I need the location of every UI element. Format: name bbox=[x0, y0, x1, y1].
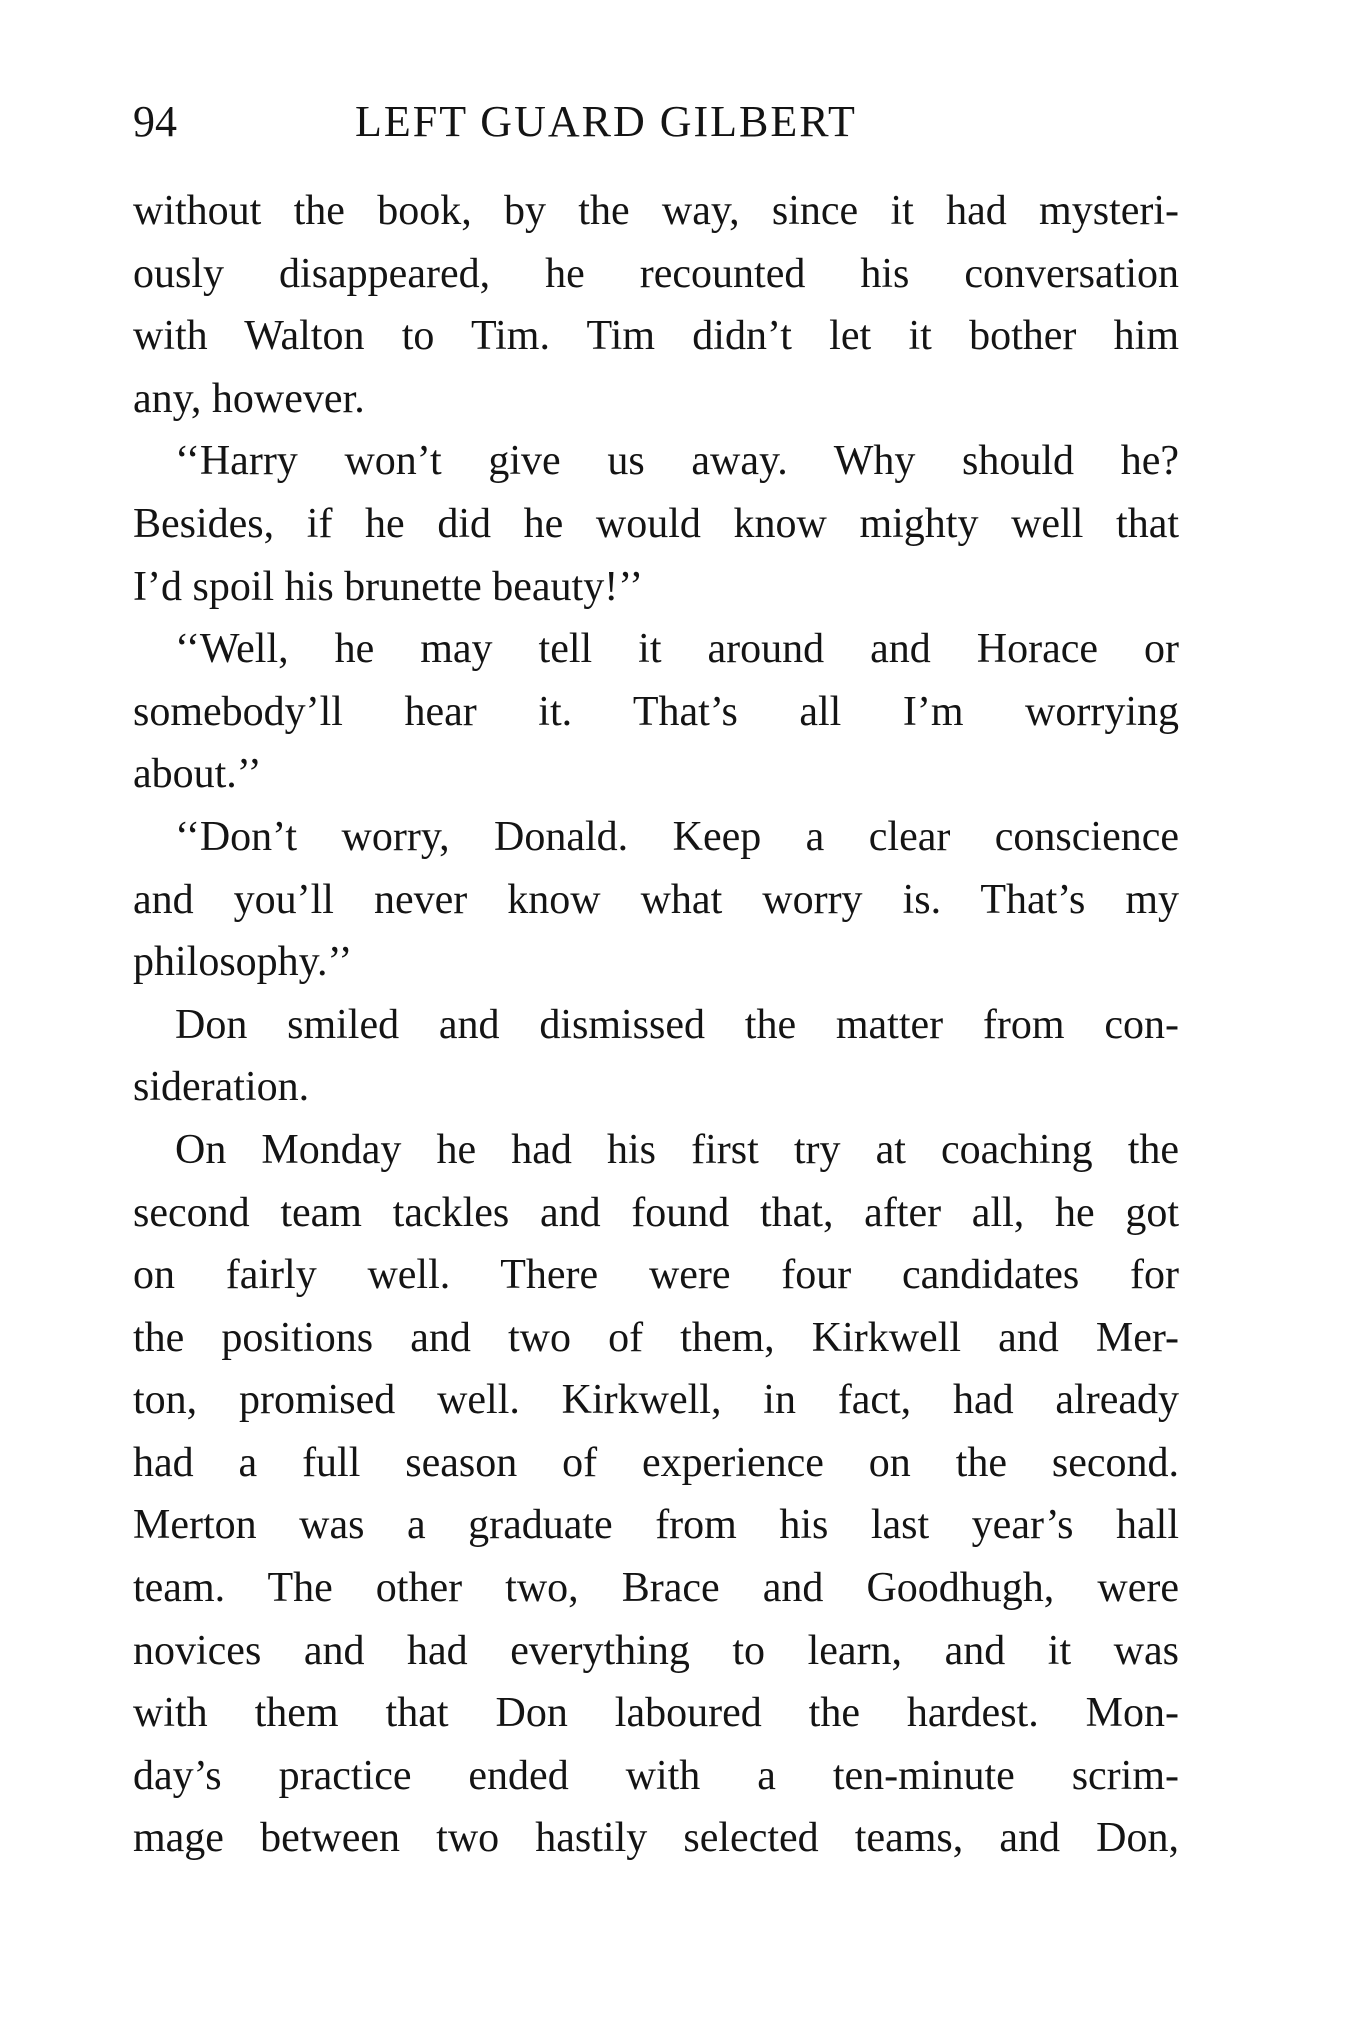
text-line: the positions and two of them, Kirkwell and Mer- bbox=[133, 1314, 1179, 1361]
text-line: any, however. bbox=[133, 375, 365, 422]
text-line: somebody’ll hear it. That’s all I’m worrying bbox=[133, 688, 1179, 735]
body-text bbox=[133, 180, 1179, 1870]
text-line: ‘‘Well, he may tell it around and Horace or bbox=[175, 626, 1179, 673]
text-line: on fairly well. There were four candidates for bbox=[133, 1252, 1179, 1299]
text-line: Besides, if he did he would know mighty well that bbox=[133, 500, 1179, 547]
text-line: and you’ll never know what worry is. That’s my bbox=[133, 876, 1179, 923]
text-line: On Monday he had his first try at coaching the bbox=[175, 1126, 1179, 1173]
running-title: LEFT GUARD GILBERT bbox=[355, 97, 857, 146]
text-line: ‘‘Harry won’t give us away. Why should he? bbox=[175, 438, 1179, 485]
text-line: ously disappeared, he recounted his conversation bbox=[133, 250, 1179, 297]
text-line: mage between two hastily selected teams, and Don, bbox=[133, 1815, 1179, 1862]
text-line: about.’’ bbox=[133, 751, 262, 798]
text-line: Merton was a graduate from his last year’s hall bbox=[133, 1502, 1179, 1549]
text-line: with Walton to Tim. Tim didn’t let it bother him bbox=[133, 313, 1179, 360]
text-line: with them that Don laboured the hardest. Mon- bbox=[133, 1690, 1179, 1737]
text-line: without the book, by the way, since it had mysteri- bbox=[133, 188, 1179, 234]
text-line: team. The other two, Brace and Goodhugh, were bbox=[133, 1565, 1179, 1612]
text-line: Don smiled and dismissed the matter from con- bbox=[175, 1001, 1179, 1048]
text-line: ‘‘Don’t worry, Donald. Keep a clear conscience bbox=[175, 813, 1179, 860]
text-line: novices and had everything to learn, and it was bbox=[133, 1627, 1179, 1674]
text-line: sideration. bbox=[133, 1064, 310, 1111]
text-line: I’d spoil his brunette beauty!’’ bbox=[133, 563, 644, 610]
text-line: philosophy.’’ bbox=[133, 939, 353, 986]
text-line: had a full season of experience on the second. bbox=[133, 1439, 1179, 1486]
text-line: day’s practice ended with a ten-minute scrim- bbox=[133, 1752, 1179, 1799]
page-header bbox=[133, 92, 1173, 152]
text-line: second team tackles and found that, after all, he got bbox=[133, 1189, 1179, 1236]
page-number: 94 bbox=[133, 97, 177, 146]
text-line: ton, promised well. Kirkwell, in fact, had already bbox=[133, 1377, 1179, 1424]
